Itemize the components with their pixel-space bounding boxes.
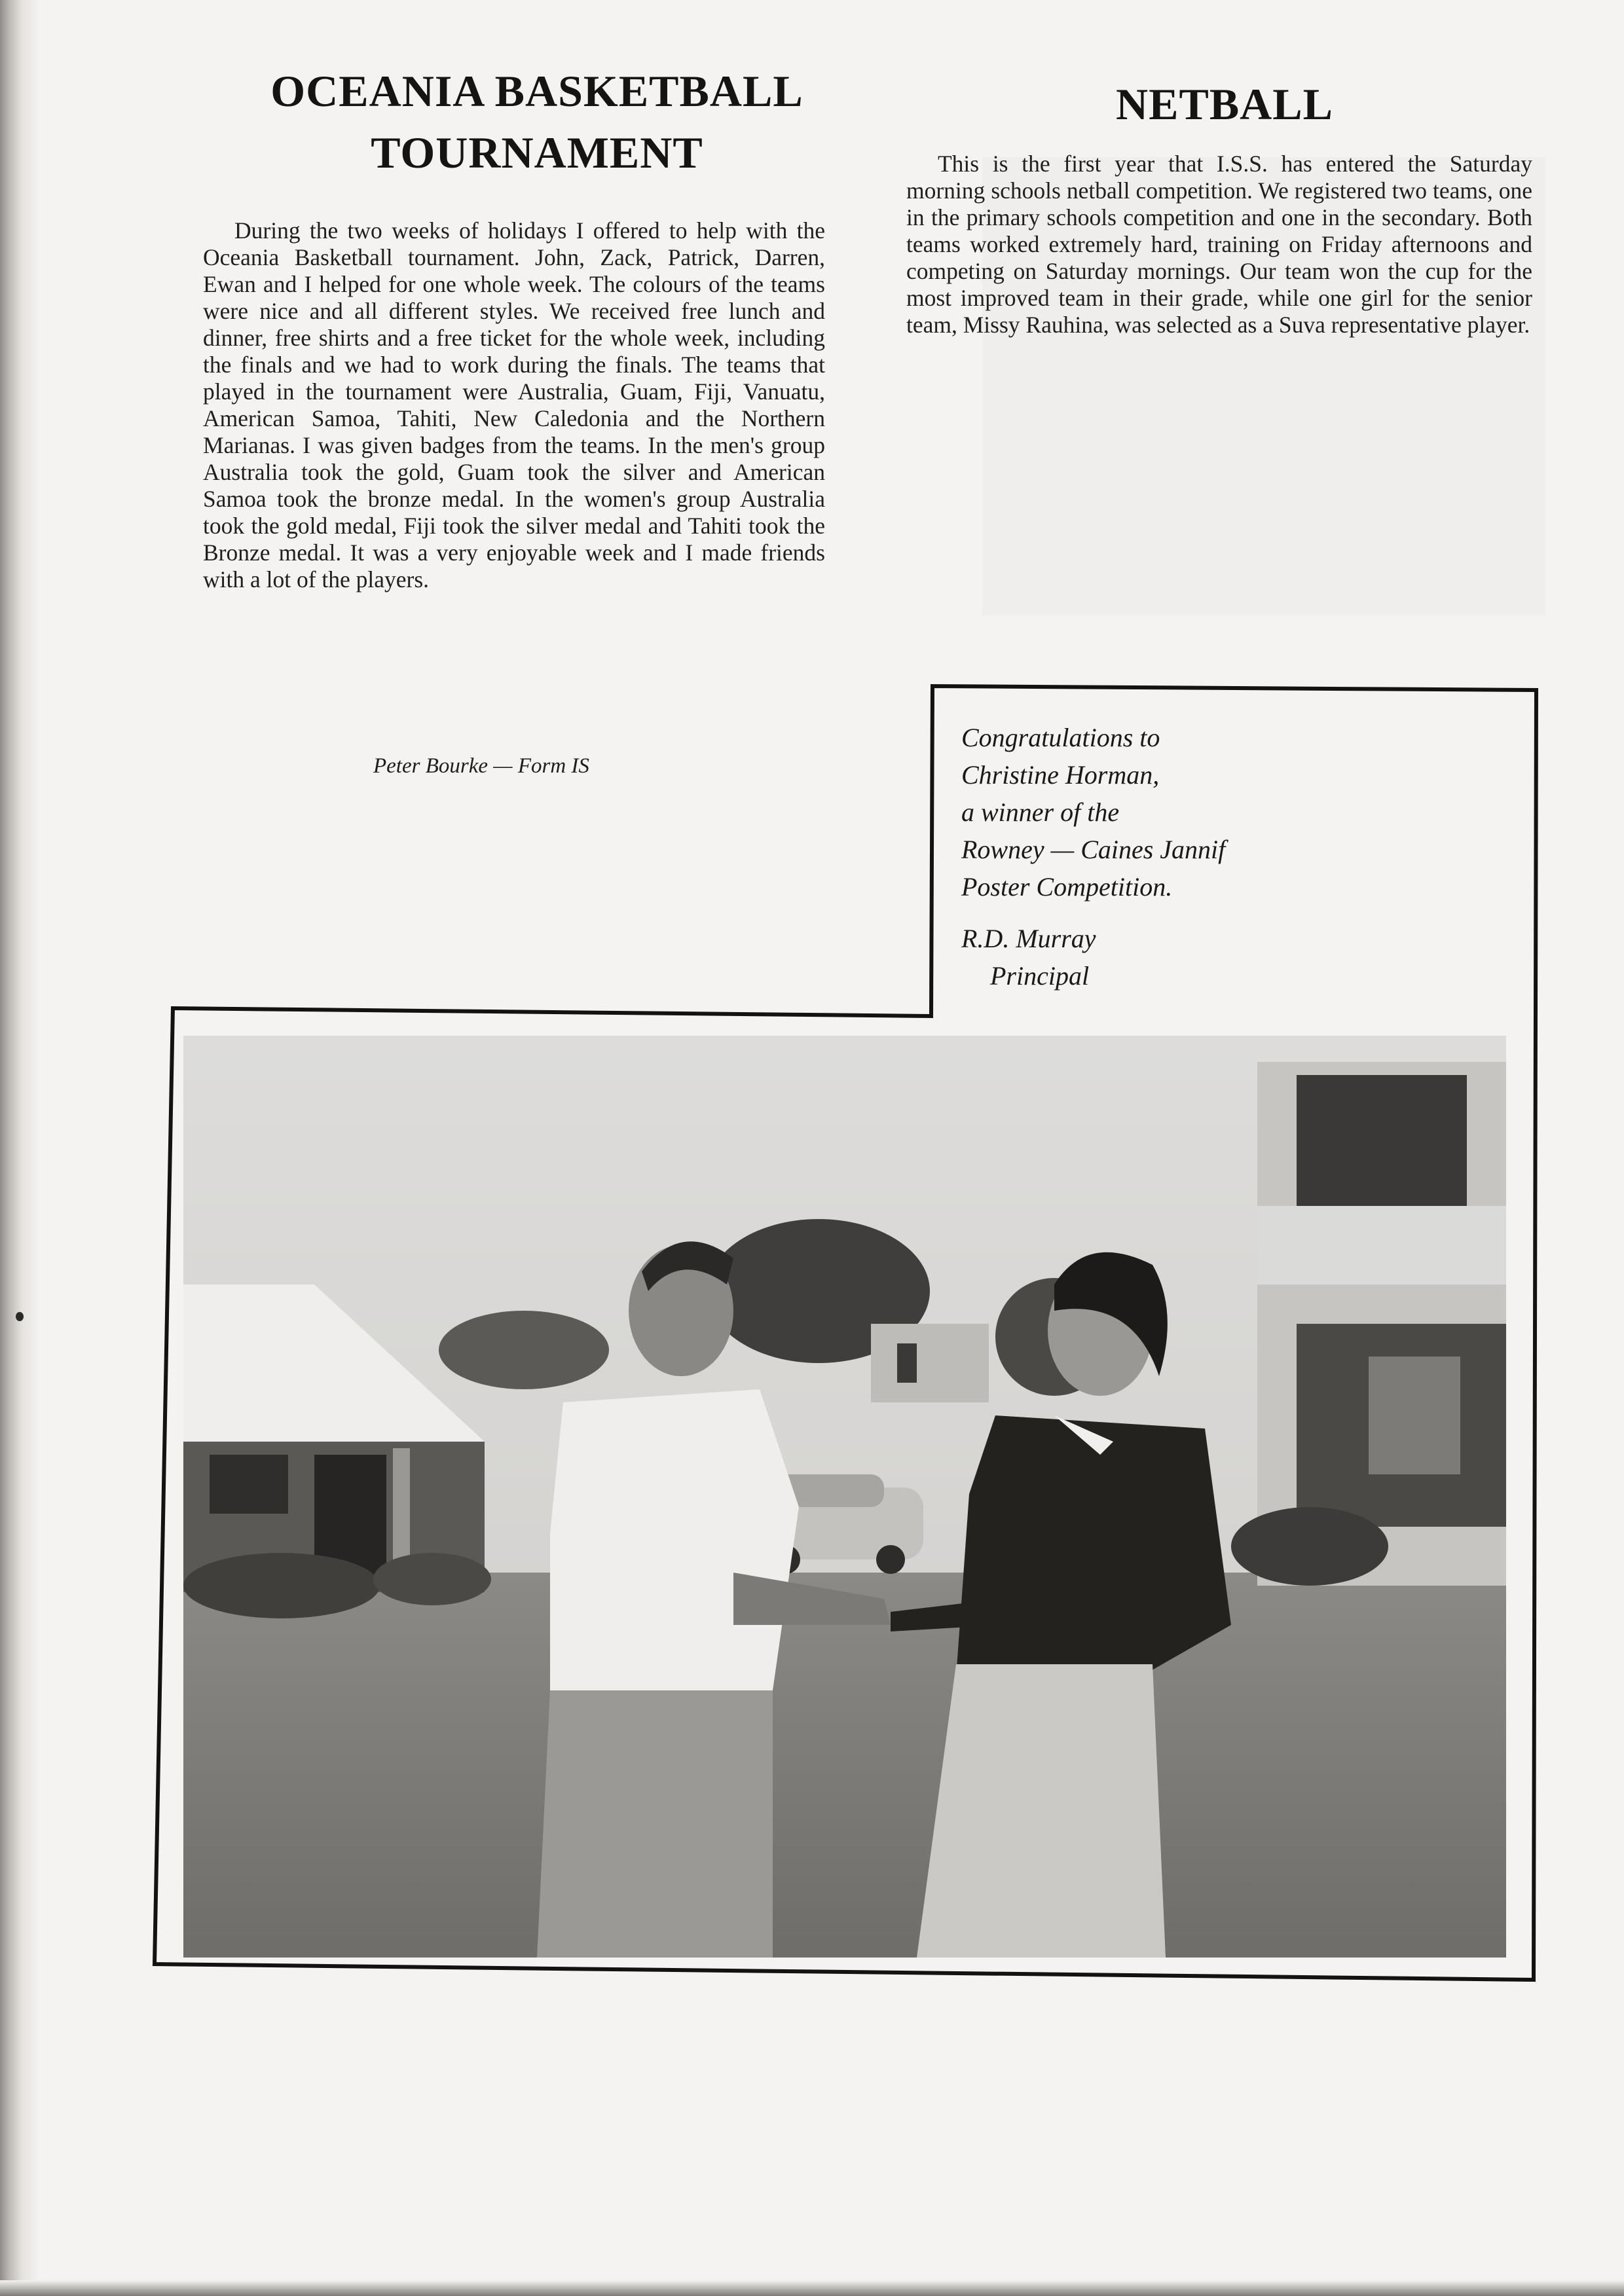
- basketball-article-byline: Peter Bourke — Form IS: [373, 754, 589, 778]
- congratulations-line: Rowney — Caines Jannif: [961, 835, 1226, 864]
- congratulations-line: Poster Competition.: [961, 872, 1173, 902]
- basketball-article-title: OCEANIA BASKETBALL TOURNAMENT: [270, 66, 803, 177]
- congratulations-note: [961, 719, 1315, 905]
- page-binding-edge: [0, 0, 39, 2296]
- basketball-article-body: During the two weeks of holidays I offered to help with the Oceania Basketball tournament. John, Zack, Patrick, Darren, Ewan and I helped for one whole week. The colours of the teams were nice and all different styles. We received free lunch and dinner, free shirts and a free ticket for the whole week, including the finals and we had to work during the finals. The teams that played in the tournament were Australia, Guam, Fiji, Vanuatu, American Samoa, Tahiti, New Caledonia and the Northern Marianas. I was given badges from the teams. In the men's group Australia took the gold, Guam took the silver and American Samoa took the bronze medal. In the women's group Australia took the gold medal, Fiji took the silver medal and Tahiti took the Bronze medal. It was a very enjoyable week and I made friends with a lot of the players.: [203, 217, 825, 592]
- netball-article-body: This is the first year that I.S.S. has entered the Saturday morning schools netball competition. We registered two teams, one in the primary schools competition and one in the secondary. Both teams worked extremely hard, training on Friday afternoons and competing on Saturday mornings. Our team won the cup for the most improved team in their grade, while one girl for the senior team, Missy Rauhina, was selected as a Suva representative player.: [906, 151, 1532, 338]
- signature-name: R.D. Murray: [961, 924, 1096, 953]
- principal-signature: [961, 920, 1223, 994]
- photograph-illustration: [183, 1036, 1506, 1958]
- page-bottom-edge: [0, 2280, 1624, 2296]
- netball-article-title: NETBALL: [1116, 79, 1333, 129]
- binding-hole-mark: [16, 1312, 24, 1321]
- congratulations-line: Christine Horman,: [961, 760, 1160, 790]
- signature-title: Principal: [990, 961, 1090, 991]
- congratulations-line: a winner of the: [961, 797, 1120, 827]
- handshake-photograph: [183, 1036, 1506, 1958]
- congratulations-line: Congratulations to: [961, 723, 1160, 752]
